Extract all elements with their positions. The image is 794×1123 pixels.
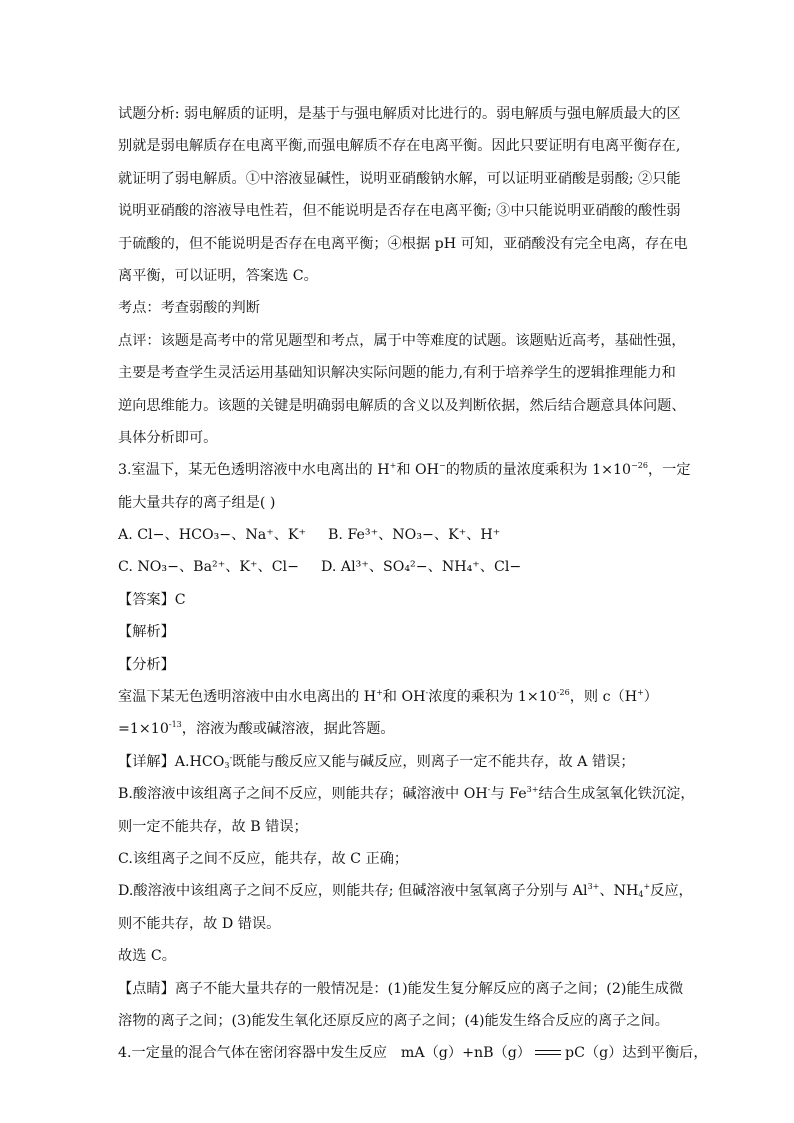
option-c: C. NO₃−、Ba²⁺、K⁺、Cl− xyxy=(118,559,299,576)
q4-text: 4.一定量的混合气体在密闭容器中发生反应 xyxy=(118,1045,387,1062)
detail-text: 既能与酸反应又能与碱反应，则离子一定不能共存，故 A 错误； xyxy=(232,753,635,770)
equilibrium-arrow-icon xyxy=(533,1048,563,1058)
q3-text: 的物质的量浓度乘积为 1×10 xyxy=(445,462,632,479)
superscript: −26 xyxy=(631,461,648,471)
options-line xyxy=(118,551,678,583)
text-line: 主要是考查学生灵活运用基础知识解决实际问题的能力,有利于培养学生的逻辑推理能力和 xyxy=(118,365,676,382)
question-4-line xyxy=(118,1037,708,1069)
option-d: D. Al³⁺、SO₄²−、NH₄⁺、Cl− xyxy=(320,559,522,576)
analysis-text: =1×10 xyxy=(118,721,169,738)
jiexi-heading: 【解析】 xyxy=(118,624,175,641)
analysis-text: 室温下某无色透明溶液中由水电离出的 H xyxy=(118,689,377,706)
detail-text: B.酸溶液中该组离子之间不反应，则能共存；碱溶液中 OH xyxy=(118,786,488,803)
text-line: 离平衡，可以证明，答案选 C。 xyxy=(118,267,318,284)
answer-line: 【答案】C xyxy=(118,591,186,608)
text-line: 具体分析即可。 xyxy=(118,429,218,446)
options-line xyxy=(118,519,678,551)
text-line: 试题分析: 弱电解质的证明，是基于与强电解质对比进行的。弱电解质与强电解质最大的区 xyxy=(118,106,681,122)
subscript: 4 xyxy=(638,890,644,900)
superscript: -26 xyxy=(556,688,570,698)
option-b: B. Fe³⁺、NO₃−、K⁺、H⁺ xyxy=(328,527,501,544)
text-line: 就证明了弱电解质。①中溶液显碱性，说明亚硝酸钠水解，可以证明亚硝酸是弱酸; ②只能 xyxy=(118,170,681,187)
q4-text: mA（g）+nB（g） xyxy=(400,1045,531,1062)
superscript: + xyxy=(376,688,383,698)
analysis-text: 和 OH xyxy=(382,689,426,706)
detail-line xyxy=(118,778,695,810)
detail-text: 【详解】A.HCO xyxy=(118,753,225,770)
analysis-text: ，则 c（H xyxy=(569,689,638,706)
detail-text: 结合生成氢氧化铁沉淀， xyxy=(538,786,695,803)
question-3-line: 能大量共存的离子组是( ) xyxy=(118,494,276,511)
detail-line: C.该组离子之间不反应，能共存，故 C 正确； xyxy=(118,850,409,867)
detail-line xyxy=(118,875,693,907)
superscript: -13 xyxy=(168,720,182,730)
q3-text: ，一定 xyxy=(647,462,691,479)
question-3-line xyxy=(118,454,691,486)
conclusion-line: 故选 C。 xyxy=(118,948,176,965)
dianjing-line: 溶物的离子之间；(3)能发生氧化还原反应的离子之间；(4)能发生络合反应的离子之间。 xyxy=(118,1012,669,1029)
kaodian-line: 考点：考查弱酸的判断 xyxy=(118,300,260,317)
analysis-line xyxy=(118,713,678,745)
detail-line: 则一定不能共存，故 B 错误； xyxy=(118,818,308,835)
option-a: A. Cl−、HCO₃−、Na⁺、K⁺ xyxy=(118,527,306,544)
superscript: - xyxy=(425,688,429,698)
detail-line: 则不能共存，故 D 错误。 xyxy=(118,915,281,932)
fenxi-heading: 【分析】 xyxy=(118,656,175,673)
superscript: 3+ xyxy=(526,785,539,795)
detail-line xyxy=(118,746,678,778)
q3-text: 3.室温下，某无色透明溶液中水电离出的 H xyxy=(118,462,390,479)
superscript: - xyxy=(229,752,233,762)
text-line: 别就是弱电解质存在电离平衡,而强电解质不存在电离平衡。因此只要证明有电离平衡存在, xyxy=(118,138,681,155)
superscript: − xyxy=(439,461,446,471)
superscript: - xyxy=(487,785,491,795)
analysis-text: ，溶液为酸或碱溶液，据此答题。 xyxy=(181,721,395,738)
detail-text: 与 Fe xyxy=(490,786,527,803)
document-page xyxy=(118,98,708,1070)
detail-text: 反应， xyxy=(650,883,693,900)
analysis-text: 浓度的乘积为 1×10 xyxy=(428,689,557,706)
detail-text: D.酸溶液中该组离子之间不反应，则能共存; 但碱溶液中氢氧离子分别与 Al xyxy=(118,883,588,900)
dianjing-line: 【点睛】离子不能大量共存的一般情况是：(1)能发生复分解反应的离子之间；(2)能生成微 xyxy=(118,980,684,997)
text-line: 逆向思维能力。该题的关键是明确弱电解质的含义以及判断依据，然后结合题意具体问题、 xyxy=(118,397,686,414)
superscript: + xyxy=(637,688,644,698)
superscript: + xyxy=(643,882,651,892)
text-line: 点评：该题是高考中的常见题型和考点，属于中等难度的试题。该题贴近高考，基础性强， xyxy=(118,332,686,349)
superscript: + xyxy=(389,461,397,471)
subscript: 3 xyxy=(224,760,230,770)
text-line: 说明亚硝酸的溶液导电性若，但不能说明是否存在电离平衡; ③中只能说明亚硝酸的酸性弱 xyxy=(118,203,681,220)
analysis-line xyxy=(118,681,678,713)
q3-text: 和 OH xyxy=(396,462,440,479)
superscript: 3+ xyxy=(587,882,600,892)
detail-text: 、NH xyxy=(599,883,639,900)
q4-text: pC（g）达到平衡后， xyxy=(565,1045,708,1062)
analysis-text: ） xyxy=(643,689,658,706)
text-line: 于硫酸的，但不能说明是否存在电离平衡；④根据 pH 可知，亚硝酸没有完全电离，存在电 xyxy=(118,235,688,252)
